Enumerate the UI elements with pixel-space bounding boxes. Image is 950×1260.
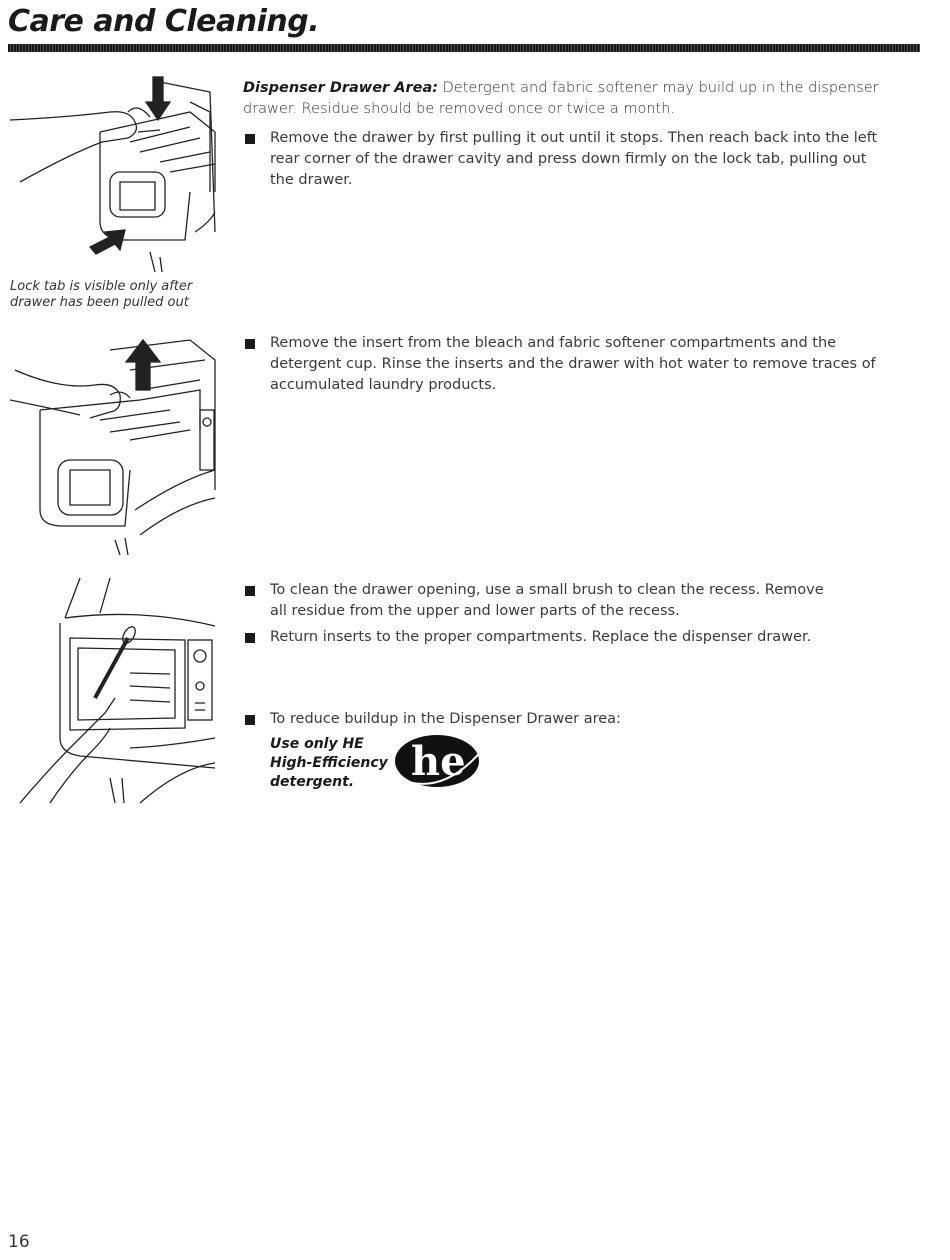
- intro-text: Detergent and fabric softener may build up in the dispenser drawer. Residue should be removed once or twice a month.: [243, 80, 879, 117]
- intro-paragraph: [243, 78, 883, 120]
- title-rule: [8, 44, 920, 52]
- bullet-mark: [245, 586, 255, 596]
- step-text: Return inserts to the proper compartments. Replace the dispenser drawer.: [270, 629, 812, 645]
- bullet-mark: [245, 715, 255, 725]
- step-text: To reduce buildup in the Dispenser Drawer area:: [270, 711, 621, 727]
- bullet-mark: [245, 134, 255, 144]
- bullet-mark: [245, 633, 255, 643]
- bullet-mark: [245, 339, 255, 349]
- figure-caption: Lock tab is visible only after drawer has been pulled out: [10, 279, 193, 310]
- he-logo-text: he: [411, 738, 466, 785]
- intro-lead: Dispenser Drawer Area:: [243, 80, 439, 96]
- page-title: Care and Cleaning.: [8, 4, 320, 39]
- step-text: Remove the drawer by first pulling it out until it stops. Then reach back into the left rear corner of the drawer cavity and press down firmly on the lock tab, pulling out the drawer.: [270, 130, 878, 188]
- he-logo-icon: [393, 727, 485, 794]
- figure-drawer-remove: [10, 72, 220, 277]
- step-text: Remove the insert from the bleach and fabric softener compartments and the detergent cup. Rinse the inserts and the drawer with hot water to remove traces of accumulated laundry products.: [270, 335, 876, 393]
- figure-brush-recess: [10, 578, 220, 808]
- figure-insert-remove: [10, 330, 220, 560]
- step-text: To clean the drawer opening, use a small brush to clean the recess. Remove all residue from the upper and lower parts of the recess.: [270, 582, 824, 619]
- he-note: Use only HE High-Efficiency detergent.: [270, 736, 388, 790]
- page-number: 16: [8, 1232, 30, 1252]
